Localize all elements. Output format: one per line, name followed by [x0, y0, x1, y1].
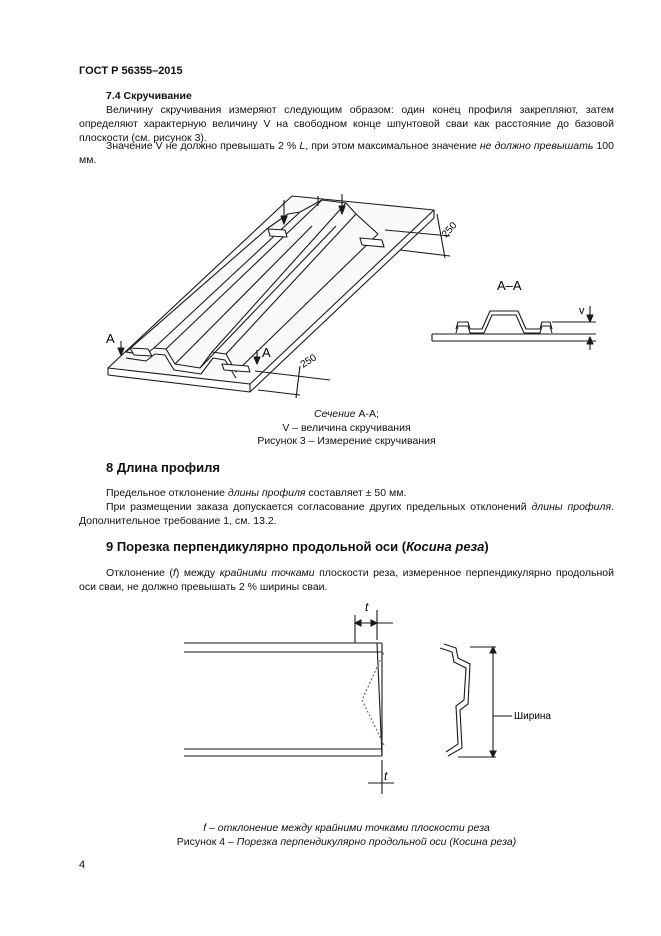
- figure-3-dim-bottom: 250: [298, 352, 319, 371]
- figure-3-label-a-left: А: [106, 331, 115, 346]
- section-8-title: 8 Длина профиля: [106, 460, 220, 475]
- section-8-paragraph-2: При размещении заказа допускается согласование других предельных отклонений длины профиля. Дополнительное требование 1, см. 13.2.: [79, 501, 614, 527]
- figure-3-section-title: А–А: [497, 278, 522, 293]
- figure-4-label-width: Ширина: [514, 711, 551, 722]
- figure-3-label-v: v: [579, 305, 585, 317]
- figure-4-label-t-bottom: t: [384, 769, 388, 783]
- section-7-4-paragraph-1: Величину скручивания измеряют следующим образом: один конец профиля закрепляют, затем определяют характерную величину V на свободном конце шпунтовой сваи как расстояние до базовой плоскости (см. рисунок 3).: [79, 104, 614, 144]
- figure-4-label-t-top: t: [365, 600, 369, 614]
- page-number: 4: [79, 859, 86, 871]
- section-9-paragraph-1: Отклонение (f) между крайними точками плоскости реза, измеренное перпендикулярно продольной оси сваи, не должно превышать 2 % ширины сваи.: [79, 567, 614, 593]
- section-9-title: 9 Порезка перпендикулярно продольной оси (Косина реза): [106, 539, 489, 554]
- figure-4-caption: f – отклонение между крайними точками плоскости реза Рисунок 4 – Порезка перпендикулярно продольной оси (Косина реза): [176, 822, 517, 848]
- section-7-4-title: 7.4 Скручивание: [106, 90, 192, 102]
- section-7-4-paragraph-2: Значение V не должно превышать 2 % L, при этом максимальное значение не должно превышать 100 мм.: [79, 140, 614, 166]
- figure-3-dim-top: 250: [440, 220, 460, 241]
- figure-3-caption: Сечение А-А; V – величина скручивания Рисунок 3 – Измерение скручивания: [257, 408, 436, 447]
- section-8-paragraph-1: Предельное отклонение длины профиля составляет ± 50 мм.: [106, 487, 407, 499]
- standard-header: ГОСТ Р 56355–2015: [79, 65, 183, 77]
- figure-3-label-a-right: А: [262, 345, 271, 360]
